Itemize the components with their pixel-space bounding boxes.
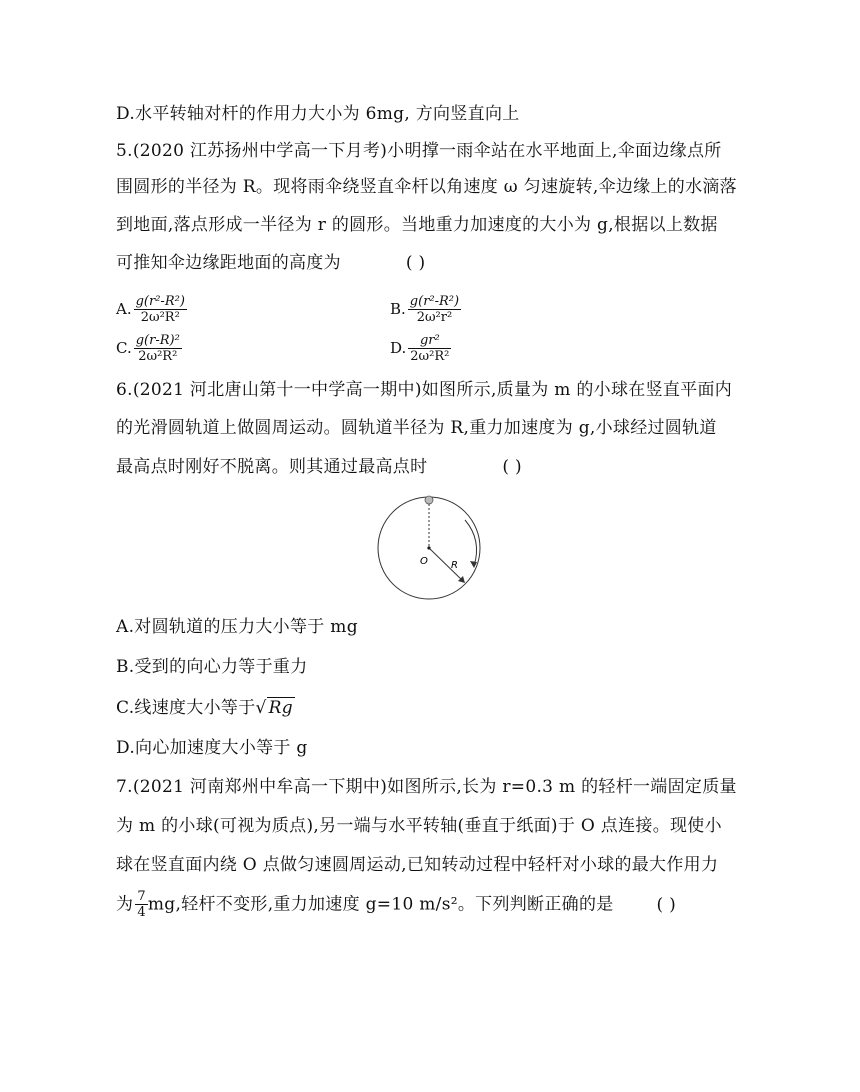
q7-stem-line4: [116, 890, 699, 920]
q5-option-d: [390, 334, 451, 364]
rotation-arc: [465, 520, 477, 566]
q4-option-d: D.水平转轴对杆的作用力大小为 6mg, 方向竖直向上: [116, 104, 520, 124]
radius-label: R: [451, 560, 458, 571]
fraction-numerator: g(r²-R²): [409, 294, 460, 309]
q6-stem-line2: 的光滑圆轨道上做圆周运动。圆轨道半径为 R,重力加速度为 g,小球经过圆轨道: [116, 418, 717, 438]
q6-stem-line3: [116, 456, 545, 478]
q7-stem-line2: 为 m 的小球(可视为质点),另一端与水平转轴(垂直于纸面)于 O 点连接。现使小: [116, 816, 722, 836]
circular-track-figure: [370, 492, 490, 604]
q5-stem-text: 可推知伞边缘距地面的高度为: [116, 253, 341, 273]
q7-answer-paren: ( ): [656, 894, 677, 915]
fraction-denominator: 2ω²R²: [138, 349, 178, 364]
fraction-numerator: 7: [137, 889, 146, 904]
q6-option-b: B.受到的向心力等于重力: [116, 657, 308, 677]
fraction: [408, 334, 451, 364]
radicand: Rg: [268, 698, 293, 718]
q5-answer-paren: ( ): [405, 253, 426, 273]
option-label: D.: [390, 339, 407, 357]
fraction-numerator: gr²: [408, 334, 451, 349]
fraction-denominator: 2ω²R²: [410, 349, 450, 364]
q7-stem-prefix: 为: [116, 894, 134, 915]
fraction-numerator: g(r-R)²: [135, 333, 180, 348]
q5-option-a: [116, 295, 187, 325]
q5-stem-line2: 围圆形的半径为 R。现将雨伞绕竖直伞杆以角速度 ω 匀速旋转,伞边缘上的水滴落: [116, 177, 737, 197]
center-label: O: [420, 556, 428, 567]
q7-stem-line1: 7.(2021 河南郑州中牟高一下期中)如图所示,长为 r=0.3 m 的轻杆一端固定质量: [116, 777, 737, 797]
sqrt-expression: √ Rg: [255, 698, 293, 718]
option-label: A.: [116, 300, 132, 318]
q5-option-c: [116, 334, 182, 364]
fraction: [134, 295, 187, 325]
q5-option-b: [390, 295, 461, 325]
fraction: [134, 334, 182, 364]
q5-stem-line4: [116, 252, 449, 274]
q7-stem-suffix: mg,轻杆不变形,重力加速度 g=10 m/s²。下列判断正确的是: [147, 894, 614, 915]
q6-option-c: [116, 697, 295, 719]
fraction-denominator: 2ω²R²: [140, 310, 180, 325]
q6-stem-text: 最高点时刚好不脱离。则其通过最高点时: [116, 457, 428, 477]
q6-answer-paren: ( ): [502, 457, 522, 477]
q5-stem-line3: 到地面,落点形成一半径为 r 的圆形。当地重力加速度的大小为 g,根据以上数据: [116, 215, 718, 235]
option-label: B.: [390, 300, 406, 318]
q6-option-d: D.向心加速度大小等于 g: [116, 738, 308, 758]
q6-stem-line1: 6.(2021 河北唐山第十一中学高一期中)如图所示,质量为 m 的小球在竖直平面内: [116, 380, 733, 400]
fraction-denominator: 2ω²r²: [416, 310, 453, 325]
q5-stem-line1: 5.(2020 江苏扬州中学高一下月考)小明撑一雨伞站在水平地面上,伞面边缘点所: [116, 141, 722, 161]
fraction-numerator: g(r²-R²): [135, 294, 185, 309]
option-text: C.线速度大小等于: [116, 698, 256, 718]
q6-option-a: A.对圆轨道的压力大小等于 mg: [116, 617, 358, 637]
fraction-denominator: 4: [137, 905, 146, 920]
radius-line: [429, 548, 464, 582]
ball-icon: [425, 496, 433, 504]
fraction: [135, 890, 148, 920]
fraction: [408, 295, 461, 325]
option-label: C.: [116, 339, 132, 357]
q7-stem-line3: 球在竖直面内绕 O 点做匀速圆周运动,已知转动过程中轻杆对小球的最大作用力: [116, 855, 719, 875]
